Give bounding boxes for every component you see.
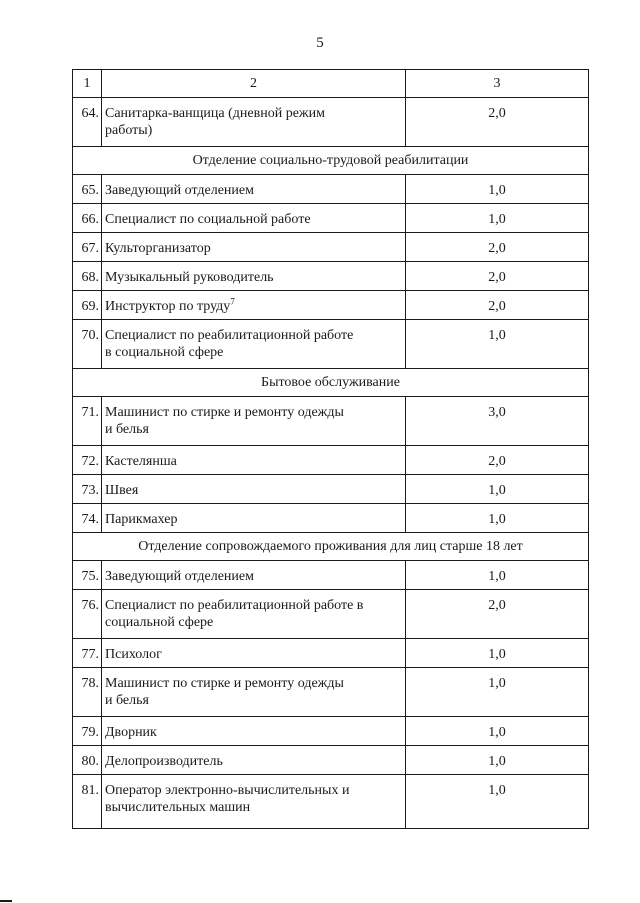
staff-rate: 1,0 bbox=[406, 717, 589, 746]
row-number: 65. bbox=[73, 175, 102, 204]
table-row bbox=[73, 590, 589, 639]
header-col-number: 1 bbox=[73, 70, 102, 98]
table-row bbox=[73, 175, 589, 204]
position-name-line: Парикмахер bbox=[105, 512, 178, 527]
table-row bbox=[73, 446, 589, 475]
position-name-line: и белья bbox=[105, 422, 149, 437]
staff-rate: 1,0 bbox=[406, 204, 589, 233]
row-number: 78. bbox=[73, 668, 102, 717]
staff-rate: 2,0 bbox=[406, 291, 589, 320]
position-name bbox=[102, 320, 406, 369]
table-row bbox=[73, 639, 589, 668]
row-number: 64. bbox=[73, 98, 102, 147]
staff-rate: 2,0 bbox=[406, 590, 589, 639]
staff-rate: 1,0 bbox=[406, 746, 589, 775]
position-name bbox=[102, 397, 406, 446]
row-number: 70. bbox=[73, 320, 102, 369]
row-number: 69. bbox=[73, 291, 102, 320]
table-row bbox=[73, 233, 589, 262]
row-number: 67. bbox=[73, 233, 102, 262]
staffing-table-body bbox=[73, 70, 589, 829]
section-title: Отделение сопровождаемого проживания для лиц старше 18 лет bbox=[73, 533, 589, 561]
position-name bbox=[102, 446, 406, 475]
table-row bbox=[73, 204, 589, 233]
staff-rate: 1,0 bbox=[406, 639, 589, 668]
position-name bbox=[102, 717, 406, 746]
row-number: 77. bbox=[73, 639, 102, 668]
position-name-line: Музыкальный руководитель bbox=[105, 270, 274, 285]
staff-rate: 2,0 bbox=[406, 262, 589, 291]
table-header-row bbox=[73, 70, 589, 98]
position-name-line: Психолог bbox=[105, 647, 162, 662]
position-name-line: работы) bbox=[105, 123, 153, 138]
table-row bbox=[73, 717, 589, 746]
table-row bbox=[73, 397, 589, 446]
staff-rate: 1,0 bbox=[406, 175, 589, 204]
table-row bbox=[73, 668, 589, 717]
section-title: Отделение социально-трудовой реабилитации bbox=[73, 147, 589, 175]
position-name-line: Оператор электронно-вычислительных и bbox=[105, 783, 350, 798]
position-name bbox=[102, 175, 406, 204]
position-name-line: социальной сфере bbox=[105, 615, 214, 630]
staff-rate: 1,0 bbox=[406, 504, 589, 533]
staff-rate: 3,0 bbox=[406, 397, 589, 446]
row-number: 75. bbox=[73, 561, 102, 590]
position-name-line: Культорганизатор bbox=[105, 241, 211, 256]
position-name bbox=[102, 204, 406, 233]
position-name bbox=[102, 668, 406, 717]
position-name bbox=[102, 504, 406, 533]
section-heading-row bbox=[73, 533, 589, 561]
staff-rate: 1,0 bbox=[406, 561, 589, 590]
row-number: 73. bbox=[73, 475, 102, 504]
position-name bbox=[102, 775, 406, 829]
position-name-line: Инструктор по труду bbox=[105, 299, 231, 314]
row-number: 71. bbox=[73, 397, 102, 446]
position-name bbox=[102, 291, 406, 320]
section-title: Бытовое обслуживание bbox=[73, 369, 589, 397]
table-row bbox=[73, 262, 589, 291]
position-name-line: Заведующий отделением bbox=[105, 569, 254, 584]
row-number: 79. bbox=[73, 717, 102, 746]
position-name bbox=[102, 561, 406, 590]
staff-rate: 1,0 bbox=[406, 775, 589, 829]
position-name-line: в социальной сфере bbox=[105, 345, 224, 360]
staffing-table bbox=[72, 69, 589, 829]
row-number: 66. bbox=[73, 204, 102, 233]
position-name bbox=[102, 262, 406, 291]
position-name-line: Машинист по стирке и ремонту одежды bbox=[105, 405, 344, 420]
position-name-line: Специалист по реабилитационной работе bbox=[105, 328, 354, 343]
position-name-line: Санитарка-ванщица (дневной режим bbox=[105, 106, 325, 121]
position-name bbox=[102, 233, 406, 262]
page-number: 5 bbox=[316, 35, 324, 51]
position-name-line: Специалист по реабилитационной работе в bbox=[105, 598, 364, 613]
staff-rate: 2,0 bbox=[406, 98, 589, 147]
position-name bbox=[102, 590, 406, 639]
position-name bbox=[102, 98, 406, 147]
position-name-line: и белья bbox=[105, 693, 149, 708]
position-name-line: Дворник bbox=[105, 725, 157, 740]
row-number: 80. bbox=[73, 746, 102, 775]
row-number: 72. bbox=[73, 446, 102, 475]
staff-rate: 2,0 bbox=[406, 233, 589, 262]
position-name-line: Специалист по социальной работе bbox=[105, 212, 311, 227]
table-row bbox=[73, 98, 589, 147]
table-row bbox=[73, 320, 589, 369]
row-number: 81. bbox=[73, 775, 102, 829]
position-name-line: Делопроизводитель bbox=[105, 754, 223, 769]
position-name bbox=[102, 475, 406, 504]
staff-rate: 2,0 bbox=[406, 446, 589, 475]
section-heading-row bbox=[73, 369, 589, 397]
table-row bbox=[73, 475, 589, 504]
position-name-line: вычислительных машин bbox=[105, 800, 251, 815]
staff-rate: 1,0 bbox=[406, 668, 589, 717]
row-number: 76. bbox=[73, 590, 102, 639]
header-col-position: 2 bbox=[102, 70, 406, 98]
position-name bbox=[102, 639, 406, 668]
header-col-rate: 3 bbox=[406, 70, 589, 98]
page-edge-mark bbox=[0, 900, 12, 902]
position-name-line: Машинист по стирке и ремонту одежды bbox=[105, 676, 344, 691]
table-row bbox=[73, 746, 589, 775]
staff-rate: 1,0 bbox=[406, 475, 589, 504]
row-number: 74. bbox=[73, 504, 102, 533]
row-number: 68. bbox=[73, 262, 102, 291]
footnote-reference: 7 bbox=[230, 296, 235, 307]
position-name bbox=[102, 746, 406, 775]
table-row bbox=[73, 561, 589, 590]
position-name-line: Кастелянша bbox=[105, 454, 177, 469]
table-row bbox=[73, 291, 589, 320]
table-row bbox=[73, 504, 589, 533]
section-heading-row bbox=[73, 147, 589, 175]
position-name-line: Заведующий отделением bbox=[105, 183, 254, 198]
position-name-line: Швея bbox=[105, 483, 139, 498]
table-row bbox=[73, 775, 589, 829]
staff-rate: 1,0 bbox=[406, 320, 589, 369]
